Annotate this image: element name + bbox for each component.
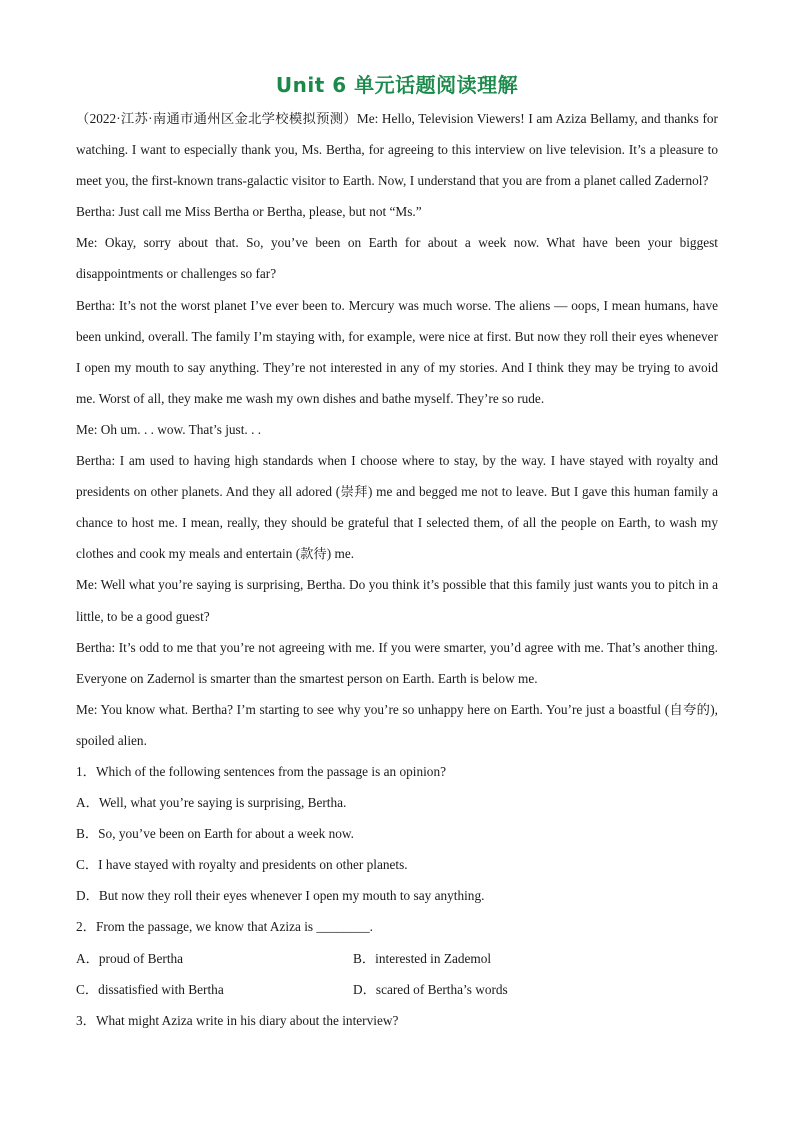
question-2-option-b: B．interested in Zademol xyxy=(353,950,492,966)
question-1-option-b: B．So, you’ve been on Earth for about a week now. xyxy=(76,826,354,842)
question-1-option-d: D．But now they roll their eyes whenever I open my mouth to say anything. xyxy=(76,888,485,904)
passage-paragraph: Me: Oh um. . . wow. That’s just. . . xyxy=(76,421,262,437)
question-1-stem: 1．Which of the following sentences from the passage is an opinion? xyxy=(76,763,447,779)
document-body xyxy=(76,103,718,1036)
passage-paragraph: Bertha: I am used to having high standards when I choose where to stay, by the way. I have stayed with royalty and presidents on other planets. And they all adored (崇拜) me and begged me not to leave. But I gave this human family a chance to host me. I mean, really, they should be grateful that I selected them, of all the people on Earth, to wash my clothes and cook my meals and entertain (款待) me. xyxy=(76,453,718,562)
passage-paragraph: Me: You know what. Bertha? I’m starting to see why you’re so unhappy here on Earth. You’re just a boastful (自夸的), spoiled alien. xyxy=(76,701,718,748)
question-1-option-a: A．Well, what you’re saying is surprising, Bertha. xyxy=(76,795,347,811)
question-2-stem: 2．From the passage, we know that Aziza is ________. xyxy=(76,919,373,935)
question-2-options-row-1 xyxy=(76,943,718,974)
passage-paragraph: （2022·江苏·南通市通州区金北学校模拟预测）Me: Hello, Television Viewers! I am Aziza Bellamy, and thanks for watching. I want to especially thank you, Ms. Bertha, for agreeing to this interview on live television. It’s a pleasure to meet you, the first-known trans-galactic visitor to Earth. Now, I understand that you are from a planet called Zadernol? xyxy=(76,111,718,189)
question-2-option-d: D．scared of Bertha’s words xyxy=(353,981,508,997)
page-title: Unit 6 单元话题阅读理解 xyxy=(275,73,519,97)
question-2-options-row-2 xyxy=(76,974,718,1005)
question-2-option-a: A．proud of Bertha xyxy=(76,950,184,966)
question-2-option-c: C．dissatisfied with Bertha xyxy=(76,981,224,997)
passage-paragraph: Me: Okay, sorry about that. So, you’ve been on Earth for about a week now. What have been your biggest disappointments or challenges so far? xyxy=(76,235,718,282)
passage-paragraph: Bertha: It’s not the worst planet I’ve ever been to. Mercury was much worse. The aliens — oops, I mean humans, have been unkind, overall. The family I’m staying with, for example, were nice at first. But now they roll their eyes whenever I open my mouth to say anything. They’re not interested in any of my stories. And I think they may be trying to avoid me. Worst of all, they make me wash my own dishes and bathe myself. They’re so rude. xyxy=(76,297,718,406)
passage-paragraph: Bertha: It’s odd to me that you’re not agreeing with me. If you were smarter, you’d agree with me. That’s another thing. Everyone on Zadernol is smarter than the smartest person on Earth. Earth is below me. xyxy=(76,639,718,686)
question-3-stem: 3．What might Aziza write in his diary about the interview? xyxy=(76,1012,399,1028)
question-1-option-c: C．I have stayed with royalty and presidents on other planets. xyxy=(76,857,408,873)
passage-paragraph: Bertha: Just call me Miss Bertha or Bertha, please, but not “Ms.” xyxy=(76,204,422,220)
passage-paragraph: Me: Well what you’re saying is surprising, Bertha. Do you think it’s possible that this family just wants you to pitch in a little, to be a good guest? xyxy=(76,577,718,624)
